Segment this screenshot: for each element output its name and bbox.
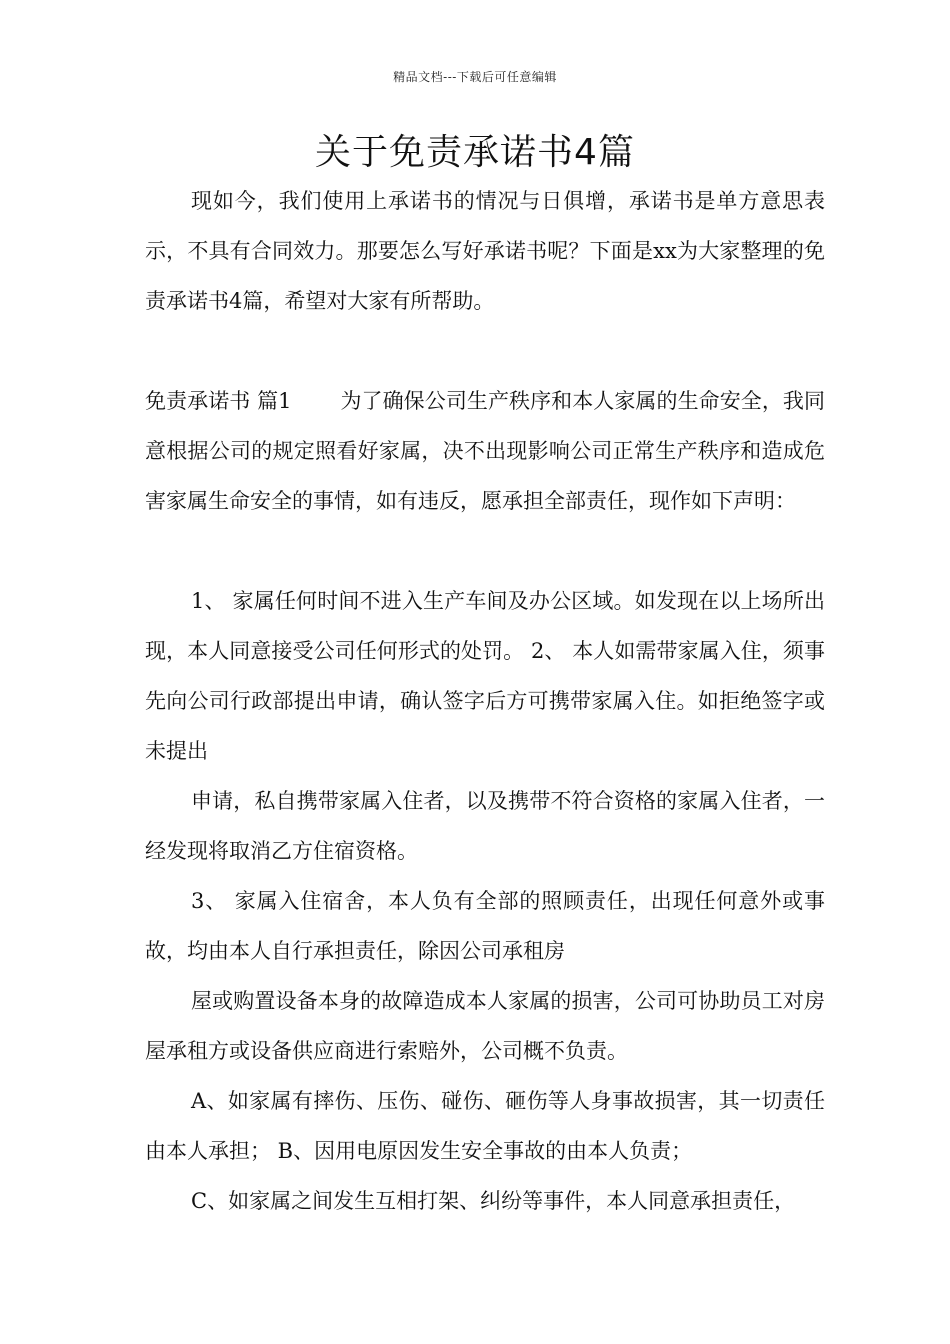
- application-paragraph: 申请，私自携带家属入住者，以及携带不符合资格的家属入住者，一经发现将取消乙方住宿资格。: [145, 789, 825, 863]
- section-1-paragraph: 免责承诺书 篇1 为了确保公司生产秩序和本人家属的生命安全，我同意根据公司的规定照看好家属，决不出现影响公司正常生产秩序和造成危害家属生命安全的事情，如有违反，愿承担全部责任，现作如下声明：: [145, 389, 825, 513]
- clause-c-paragraph: C、如家属之间发生互相打架、纠纷等事件，本人同意承担责任，: [191, 1189, 796, 1213]
- house-equipment-paragraph: 屋或购置设备本身的故障造成本人家属的损害，公司可协助员工对房屋承租方或设备供应商进行索赔外，公司概不负责。: [145, 989, 825, 1063]
- header-note: 精品文档---下载后可任意编辑: [393, 70, 557, 84]
- clause-3-paragraph: 3、 家属入住宿舍，本人负有全部的照顾责任，出现任何意外或事故，均由本人自行承担责任，除因公司承租房: [145, 889, 825, 963]
- intro-paragraph: 现如今，我们使用上承诺书的情况与日俱增，承诺书是单方意思表示，不具有合同效力。那要怎么写好承诺书呢？下面是xx为大家整理的免责承诺书4篇，希望对大家有所帮助。: [145, 189, 825, 313]
- page-title: 关于免责承诺书4篇: [315, 132, 635, 173]
- clause-a-b-paragraph: A、如家属有摔伤、压伤、碰伤、砸伤等人身事故损害，其一切责任由本人承担； B、因用电原因发生安全事故的由本人负责；: [145, 1089, 825, 1163]
- clause-1-2-paragraph: 1、 家属任何时间不进入生产车间及办公区域。如发现在以上场所出现，本人同意接受公司任何形式的处罚。 2、 本人如需带家属入住，须事先向公司行政部提出申请，确认签字后方可携带家属入住。如拒绝签字或未提出: [145, 589, 825, 763]
